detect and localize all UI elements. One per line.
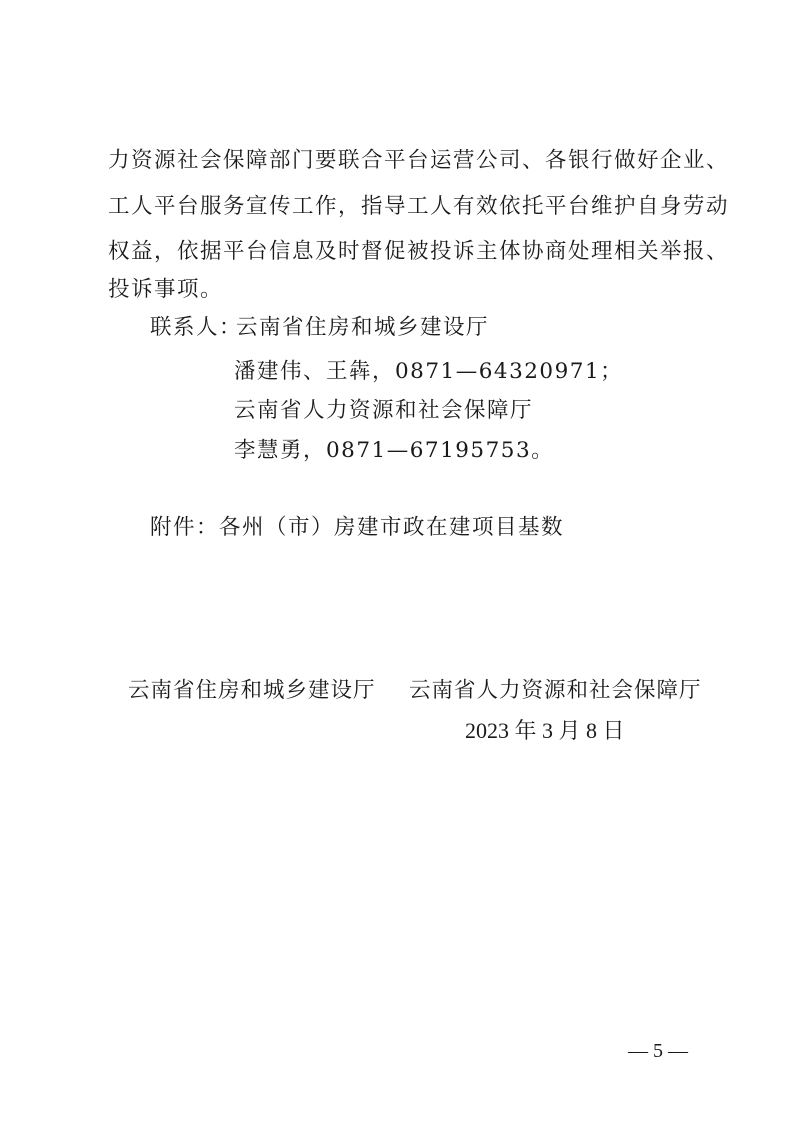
page-number: — 5 — <box>628 1040 688 1062</box>
paragraph-line: 工人平台服务宣传工作，指导工人有效依托平台维护自身劳动 <box>108 194 730 219</box>
paragraph-line: 权益，依据平台信息及时督促被投诉主体协商处理相关举报、 <box>108 239 730 264</box>
contact-person-housing: 潘建伟、王犇，0871—64320971； <box>234 359 624 384</box>
contact-label: 联系人： <box>150 315 243 340</box>
signature-org-housing: 云南省住房和城乡建设厅 <box>128 678 376 703</box>
signature-date: 2023 年 3 月 8 日 <box>465 718 625 743</box>
contact-person-hr: 李慧勇，0871—67195753。 <box>234 438 555 463</box>
contact-org-housing: 云南省住房和城乡建设厅 <box>236 315 490 340</box>
signature-org-hr: 云南省人力资源和社会保障厅 <box>409 678 702 703</box>
paragraph-line: 力资源社会保障部门要联合平台运营公司、各银行做好企业、 <box>108 148 730 173</box>
paragraph-line: 投诉事项。 <box>108 277 224 302</box>
contact-org-hr: 云南省人力资源和社会保障厅 <box>234 398 534 423</box>
attachment-note: 附件：各州（市）房建市政在建项目基数 <box>150 515 565 540</box>
